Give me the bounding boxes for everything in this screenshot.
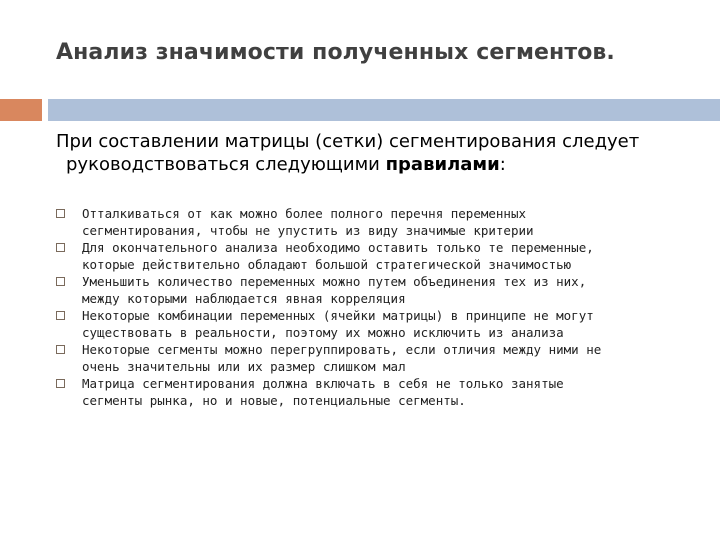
rule-item <box>56 273 716 307</box>
rule-line: Некоторые сегменты можно перегруппировать, если отличия между ними не <box>82 342 602 357</box>
intro-colon: : <box>499 154 506 175</box>
rules-list <box>56 205 716 409</box>
intro-line-1: При составлении матрицы (сетки) сегментирования следует <box>56 131 640 152</box>
rule-line: Отталкиваться от как можно более полного перечня переменных <box>82 206 527 221</box>
rule-line: сегментирования, чтобы не упустить из виду значимые критерии <box>82 223 534 238</box>
rule-line: Некоторые комбинации переменных (ячейки матрицы) в принципе не могут <box>82 308 594 323</box>
rule-line: между которыми наблюдается явная корреляция <box>82 291 406 306</box>
rule-item <box>56 307 716 341</box>
title-accent-block <box>0 99 42 121</box>
hollow-square-bullet-icon <box>56 311 65 320</box>
rule-line: существовать в реальности, поэтому их можно исключить из анализа <box>82 325 564 340</box>
rule-line: Уменьшить количество переменных можно путем объединения тех из них, <box>82 274 587 289</box>
hollow-square-bullet-icon <box>56 209 65 218</box>
intro-emphasis: правилами <box>385 154 500 175</box>
hollow-square-bullet-icon <box>56 243 65 252</box>
intro-text: руководствоваться следующими <box>66 154 380 175</box>
rule-line: очень значительны или их размер слишком мал <box>82 359 406 374</box>
rule-item <box>56 239 716 273</box>
intro-paragraph <box>56 130 696 176</box>
rule-line: которые действительно обладают большой стратегической значимостью <box>82 257 572 272</box>
hollow-square-bullet-icon <box>56 345 65 354</box>
rule-item <box>56 375 716 409</box>
slide-title: Анализ значимости полученных сегментов. <box>56 40 615 65</box>
intro-line-2 <box>56 153 696 176</box>
rule-line: Для окончательного анализа необходимо оставить только те переменные, <box>82 240 594 255</box>
rule-item <box>56 341 716 375</box>
rule-line: сегменты рынка, но и новые, потенциальные сегменты. <box>82 393 466 408</box>
hollow-square-bullet-icon <box>56 277 65 286</box>
hollow-square-bullet-icon <box>56 379 65 388</box>
rule-line: Матрица сегментирования должна включать в себя не только занятые <box>82 376 564 391</box>
title-underline-bar <box>48 99 720 121</box>
rule-item <box>56 205 716 239</box>
